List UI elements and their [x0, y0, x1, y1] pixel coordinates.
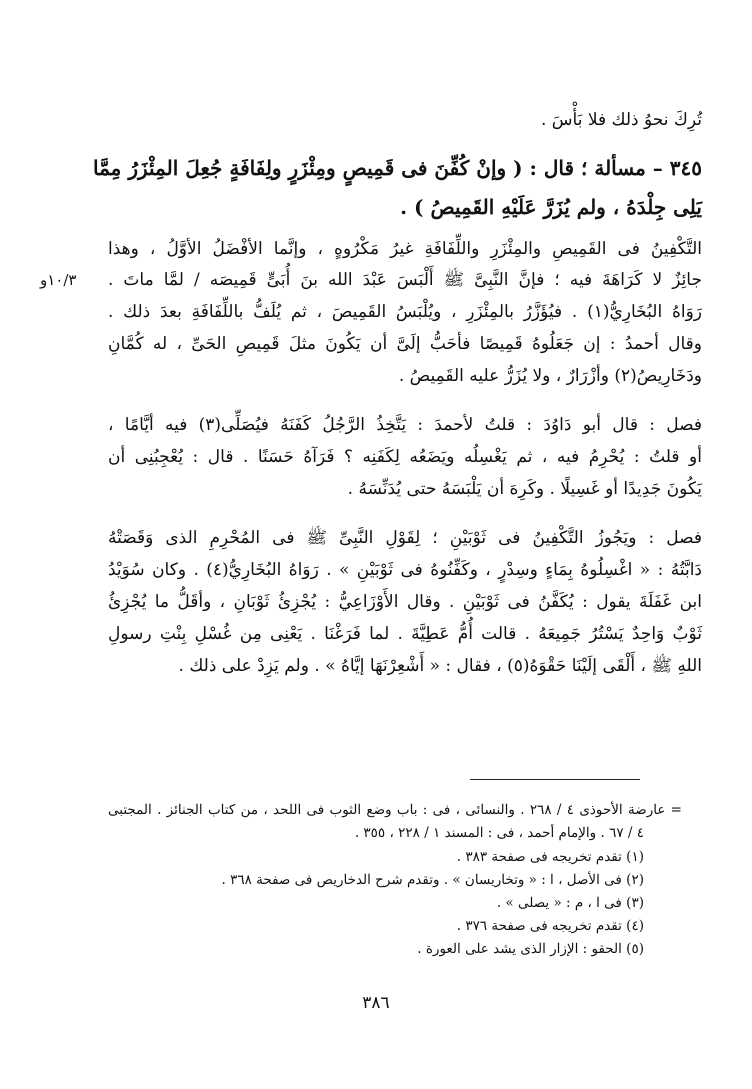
text-line-16: اللهِ ﷺ ، أَلْقَى إلَيْنَا حَقْوَهُ(٥) ، فقال : « أَشْعِرْنَهَا إيَّاهُ » . ولم يَزِدْ على ذلك .: [178, 656, 702, 676]
text-line-5: جائِزٌ لا كَرَاهَةَ فيه ؛ فإنَّ النَّبِىَّ ﷺ أَلْبَسَ عَبْدَ الله بنَ أُبَىٍّ قَمِيصَه / لمَّا ماتَ .: [108, 270, 702, 290]
text-line-8: ودَخَارِيصُ(٢) وأزْرَارٌ ، ولا يُزَرُّ عليه القَمِيصُ .: [398, 366, 702, 386]
text-line-15: ثَوْبٌ وَاحِدٌ يَسْتُرُ جَمِيعَهُ . قالت أُمُّ عَطِيَّةَ . لما فَرَغْنَا . يَعْنِى مِن غُسْلِ بِنْتِ رسولِ: [108, 624, 702, 644]
margin-reference: ١٠/٣و: [40, 271, 77, 289]
text-line-14: ابن غَفَلَةَ يقول : يُكَفَّنُ فى ثَوْبَيْنِ . وقال الأَوْزَاعِيُّ : يُجْزِئُ ثَوْبَانِ ، وأقَلُّ ما يُجْزِئُ: [108, 592, 702, 612]
footnote-4: (٤) تقدم تخريجه فى صفحة ٣٧٦ .: [456, 918, 644, 934]
footnote-divider: [470, 779, 640, 780]
page-number: ٣٨٦: [362, 993, 390, 1013]
text-line-13: دَابَّتُهُ : « اغْسِلُوهُ بِمَاءٍ وسِدْرٍ ، وكَفِّنُوهُ فى ثَوْبَيْنِ » . رَوَاهُ البُخَارِيُّ(٤) . وكان سُوَيْدُ: [108, 560, 702, 580]
text-line-11: يَكُونَ جَدِيدًا أو غَسِيلًا . وكَرِهَ أن يَلْبَسَهُ حتى يُدَنِّسَهُ .: [347, 479, 702, 499]
footnote-3: (٣) فى ا ، م : « يصلى » .: [496, 895, 644, 911]
text-line-9: فصل : قال أبو دَاوُدَ : قلتُ لأحمدَ : يَتَّخِذُ الرَّجُلُ كَفَنَهُ فيُصَلِّى(٣) فيه أيَّامًا ،: [108, 415, 702, 435]
footnote-cont-2: ٤ / ٦٧ . والإمام أحمد ، فى : المسند ١ / ٢٢٨ ، ٣٥٥ .: [354, 825, 644, 841]
heading-line-2: يَلِى جِلْدَهُ ، ولم يُزَرَّ عَلَيْهِ القَمِيصُ ) .: [400, 195, 702, 219]
text-line-12: فصل : ويَجُوزُ التَّكْفِينُ فى ثَوْبَيْنِ ؛ لِقَوْلِ النَّبِىِّ ﷺ فى المُحْرِمِ الذى وَقَصَتْهُ: [108, 528, 702, 548]
heading-line-1: ٣٤٥ – مسألة ؛ قال : ( وإنْ كُفِّنَ فى قَمِيصٍ ومِئْزَرٍ ولِفَافَةٍ جُعِلَ المِئْزَرُ مِمَّا: [92, 156, 702, 180]
text-line-7: وقال أحمدُ : إن جَعَلُوهُ قَمِيصًا فأحَبُّ إلَىَّ أن يَكُونَ مثلَ قَمِيصِ الحَىِّ ، له كُمَّانِ: [108, 334, 702, 354]
footnote-5: (٥) الحقو : الإزار الذى يشد على العورة .: [417, 941, 644, 957]
text-line-10: أو قلتُ : يُحْرِمُ فيه ، ثم يَغْسِلُه ويَضَعُه لِكَفَنِه ؟ فَرَآهُ حَسَنًا . قال : يُعْجِبُنِى أن: [108, 447, 702, 467]
footnote-cont-1: = عارضة الأحوذى ٤ / ٢٦٨ . والنسائى ، فى : باب وضع الثوب فى اللحد ، من كتاب الجنائز . المجتبى: [108, 802, 682, 818]
footnote-2: (٢) فى الأصل ، ا : « وتخاريسان » . وتقدم شرح الدخاريص فى صفحة ٣٦٨ .: [221, 872, 644, 888]
text-line-4: التَّكْفِينُ فى القَمِيصِ والمِئْزَرِ واللِّفَافَةِ غيرُ مَكْرُوهٍ ، وإنَّما الأفْضَلُ الأوَّلُ ، وهذا: [108, 239, 702, 259]
text-line-6: رَوَاهُ البُخَارِيُّ(١) . فيُؤَزَّرُ بالمِئْزَرِ ، ويُلْبَسُ القَمِيصَ ، ثم يُلَفُّ باللِّفَافَةِ بعدَ ذلك .: [108, 302, 703, 322]
footnote-1: (١) تقدم تخريجه فى صفحة ٣٨٣ .: [456, 849, 644, 865]
text-line-1: تُرِكَ نحوُ ذلك فلا بَأْسَ .: [540, 110, 702, 130]
